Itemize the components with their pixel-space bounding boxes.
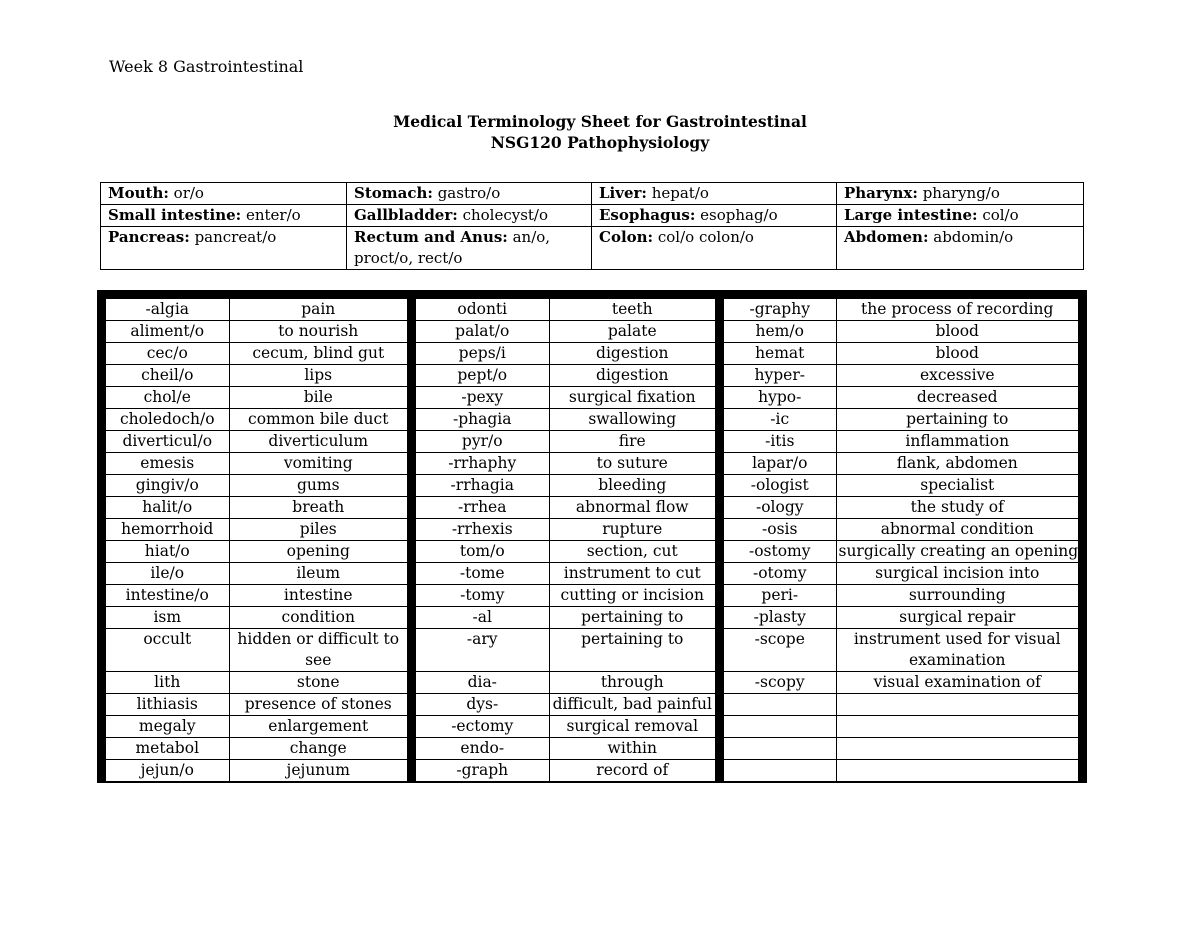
term-meaning: stone: [229, 672, 407, 694]
term-meaning: pertaining to: [549, 607, 715, 629]
organ-cell: [837, 205, 1084, 227]
term-meaning: cutting or incision: [549, 585, 715, 607]
term-row: [416, 716, 715, 738]
term-root: -rrhexis: [416, 519, 549, 541]
organ-row: [101, 205, 1084, 227]
term-meaning: [836, 694, 1078, 716]
term-row: [106, 738, 407, 760]
organ-root: abdomin/o: [928, 228, 1014, 246]
term-root: -rrhea: [416, 497, 549, 519]
term-row: [724, 607, 1078, 629]
term-meaning: enlargement: [229, 716, 407, 738]
organ-label: Liver:: [599, 184, 647, 202]
organ-root: pancreat/o: [189, 228, 277, 246]
term-meaning: breath: [229, 497, 407, 519]
term-row: [106, 672, 407, 694]
term-row: [416, 409, 715, 431]
term-row: [416, 475, 715, 497]
term-row: [106, 629, 407, 672]
term-row: [106, 585, 407, 607]
term-row: [724, 365, 1078, 387]
organ-root: or/o: [168, 184, 204, 202]
term-meaning: ileum: [229, 563, 407, 585]
term-root: tom/o: [416, 541, 549, 563]
organ-root: pharyng/o: [917, 184, 1000, 202]
term-row: [416, 760, 715, 782]
term-meaning: specialist: [836, 475, 1078, 497]
organ-cell: [837, 227, 1084, 270]
term-meaning: blood: [836, 343, 1078, 365]
term-row: [106, 497, 407, 519]
term-row: [416, 321, 715, 343]
organ-label: Mouth:: [108, 184, 169, 202]
term-meaning: [836, 738, 1078, 760]
term-meaning: abnormal condition: [836, 519, 1078, 541]
organ-root: cholecyst/o: [457, 206, 549, 224]
term-meaning: surgical removal: [549, 716, 715, 738]
term-row: [416, 387, 715, 409]
term-row: [416, 453, 715, 475]
organ-cell: [101, 227, 347, 270]
term-meaning: [836, 760, 1078, 782]
term-row: [106, 716, 407, 738]
term-root: diverticul/o: [106, 431, 229, 453]
term-row: [724, 563, 1078, 585]
term-row: [416, 365, 715, 387]
term-root: -tomy: [416, 585, 549, 607]
term-root: [724, 694, 836, 716]
term-meaning: diverticulum: [229, 431, 407, 453]
term-root: ile/o: [106, 563, 229, 585]
organ-label: Stomach:: [354, 184, 433, 202]
term-meaning: through: [549, 672, 715, 694]
term-row: [106, 431, 407, 453]
term-row: [724, 716, 1078, 738]
organ-root: an/o, proct/o, rect/o: [354, 228, 551, 267]
term-root: dia-: [416, 672, 549, 694]
term-row: [724, 431, 1078, 453]
term-meaning: swallowing: [549, 409, 715, 431]
term-root: lapar/o: [724, 453, 836, 475]
term-root: -tome: [416, 563, 549, 585]
term-row: [106, 321, 407, 343]
term-root: pept/o: [416, 365, 549, 387]
term-root: -ologist: [724, 475, 836, 497]
term-row: [724, 409, 1078, 431]
organ-root: gastro/o: [432, 184, 501, 202]
term-root: gingiv/o: [106, 475, 229, 497]
term-root: cec/o: [106, 343, 229, 365]
term-meaning: digestion: [549, 365, 715, 387]
term-row: [416, 585, 715, 607]
organ-cell: [592, 183, 837, 205]
term-meaning: [836, 716, 1078, 738]
organ-root: col/o colon/o: [653, 228, 754, 246]
term-root: -rrhagia: [416, 475, 549, 497]
term-row: [724, 321, 1078, 343]
organ-row: [101, 227, 1084, 270]
term-meaning: surgical repair: [836, 607, 1078, 629]
term-root: [724, 760, 836, 782]
term-meaning: surgical fixation: [549, 387, 715, 409]
term-root: occult: [106, 629, 229, 672]
term-row: [416, 431, 715, 453]
term-meaning: the process of recording: [836, 299, 1078, 321]
organ-label: Pancreas:: [108, 228, 190, 246]
terms-block: [97, 290, 1087, 783]
term-meaning: record of: [596, 761, 669, 779]
term-meaning: intestine: [229, 585, 407, 607]
term-root: cheil/o: [106, 365, 229, 387]
term-meaning: condition: [229, 607, 407, 629]
term-root: -itis: [724, 431, 836, 453]
term-row: [106, 694, 407, 716]
term-root: aliment/o: [106, 321, 229, 343]
term-root: jejun/o: [106, 760, 229, 782]
term-row: [724, 299, 1078, 321]
term-row: [724, 585, 1078, 607]
organ-cell: [592, 205, 837, 227]
term-meaning: teeth: [549, 299, 715, 321]
term-row: [416, 694, 715, 716]
term-row: [106, 475, 407, 497]
term-meaning: common bile duct: [229, 409, 407, 431]
term-row: [106, 541, 407, 563]
organ-cell: [347, 183, 592, 205]
term-root: -al: [416, 607, 549, 629]
organ-cell: [101, 205, 347, 227]
term-root: odonti: [416, 299, 549, 321]
term-meaning: piles: [229, 519, 407, 541]
term-root: pyr/o: [416, 431, 549, 453]
term-meaning: fire: [549, 431, 715, 453]
term-root: metabol: [106, 738, 229, 760]
term-meaning: pertaining to: [549, 629, 715, 672]
term-meaning: instrument to cut: [549, 563, 715, 585]
term-root: -ary: [416, 629, 549, 672]
term-row: [416, 563, 715, 585]
term-root: [724, 716, 836, 738]
term-meaning: decreased: [836, 387, 1078, 409]
term-root: -rrhaphy: [416, 453, 549, 475]
organ-root: hepat/o: [646, 184, 709, 202]
terms-column-2: [416, 299, 715, 781]
term-meaning: to suture: [549, 453, 715, 475]
term-meaning: pertaining to: [836, 409, 1078, 431]
term-root: dys-: [416, 694, 549, 716]
term-root: hiat/o: [106, 541, 229, 563]
term-row: [416, 541, 715, 563]
term-root: emesis: [106, 453, 229, 475]
term-root: -otomy: [724, 563, 836, 585]
term-meaning: to nourish: [229, 321, 407, 343]
term-root: peri-: [724, 585, 836, 607]
term-meaning: change: [229, 738, 407, 760]
term-meaning: within: [549, 738, 715, 760]
term-row: [416, 343, 715, 365]
term-root: choledoch/o: [106, 409, 229, 431]
term-root: hemat: [724, 343, 836, 365]
term-row: [106, 299, 407, 321]
term-root: ism: [106, 607, 229, 629]
terms-column-3: [724, 299, 1078, 781]
organ-label: Gallbladder:: [354, 206, 458, 224]
term-row: [724, 343, 1078, 365]
term-row: [724, 672, 1078, 694]
term-row: [724, 387, 1078, 409]
term-row: [724, 760, 1078, 782]
term-root: -pexy: [416, 387, 549, 409]
term-meaning: surgically creating an opening: [836, 541, 1078, 563]
term-root: palat/o: [416, 321, 549, 343]
term-root: lithiasis: [106, 694, 229, 716]
organ-label: Abdomen:: [844, 228, 929, 246]
term-row: [724, 694, 1078, 716]
term-meaning: vomiting: [229, 453, 407, 475]
term-meaning: surgical incision into: [836, 563, 1078, 585]
term-row: [724, 475, 1078, 497]
organ-label: Esophagus:: [599, 206, 696, 224]
term-row: [106, 563, 407, 585]
term-meaning: cecum, blind gut: [229, 343, 407, 365]
term-meaning: section, cut: [549, 541, 715, 563]
term-meaning: rupture: [549, 519, 715, 541]
organ-label: Colon:: [599, 228, 654, 246]
term-root: -ology: [724, 497, 836, 519]
organ-root: esophag/o: [695, 206, 778, 224]
term-meaning: abnormal flow: [549, 497, 715, 519]
term-row: [416, 299, 715, 321]
term-meaning: gums: [229, 475, 407, 497]
term-row: [106, 607, 407, 629]
term-root: hypo-: [724, 387, 836, 409]
term-meaning: visual examination of: [836, 672, 1078, 694]
organ-cell: [592, 227, 837, 270]
term-row: [106, 365, 407, 387]
term-meaning: blood: [836, 321, 1078, 343]
term-root: halit/o: [106, 497, 229, 519]
term-root: chol/e: [106, 387, 229, 409]
term-root: -graphy: [724, 299, 836, 321]
term-row: [106, 453, 407, 475]
term-root: -algia: [106, 299, 229, 321]
term-root: -osis: [724, 519, 836, 541]
organ-cell: [837, 183, 1084, 205]
term-row: [106, 409, 407, 431]
course-week-header: Week 8 Gastrointestinal: [109, 57, 304, 76]
title-line-2: NSG120 Pathophysiology: [490, 133, 710, 152]
term-row: [416, 497, 715, 519]
term-root: -plasty: [724, 607, 836, 629]
term-root: -scope: [724, 629, 836, 672]
organ-label: Rectum and Anus:: [354, 228, 508, 246]
term-row: [416, 672, 715, 694]
term-root: intestine/o: [106, 585, 229, 607]
term-meaning: instrument used for visual examination: [836, 629, 1078, 672]
organ-cell: [347, 205, 592, 227]
term-meaning: bleeding: [549, 475, 715, 497]
term-meaning: pain: [229, 299, 407, 321]
term-row: [106, 343, 407, 365]
term-row: [724, 453, 1078, 475]
term-root: [724, 738, 836, 760]
term-meaning: inflammation: [836, 431, 1078, 453]
term-row: [724, 519, 1078, 541]
term-root: peps/i: [416, 343, 549, 365]
document-title: [0, 111, 1200, 153]
term-meaning: opening: [229, 541, 407, 563]
term-meaning: difficult, bad painful: [549, 694, 715, 716]
term-root: -phagia: [416, 409, 549, 431]
term-row: [416, 629, 715, 672]
term-root: hemorrhoid: [106, 519, 229, 541]
term-root: -ectomy: [416, 716, 549, 738]
term-root: lith: [106, 672, 229, 694]
term-meaning: digestion: [549, 343, 715, 365]
organ-root: enter/o: [241, 206, 301, 224]
term-row: [416, 607, 715, 629]
organ-label: Large intestine:: [844, 206, 978, 224]
organ-row: [101, 183, 1084, 205]
term-root: -ic: [724, 409, 836, 431]
term-meaning: bile: [229, 387, 407, 409]
term-meaning: excessive: [836, 365, 1078, 387]
term-row: [416, 738, 715, 760]
term-meaning: palate: [549, 321, 715, 343]
term-row: [106, 519, 407, 541]
organ-cell: [347, 227, 592, 270]
term-row: [724, 497, 1078, 519]
term-row: [106, 760, 407, 782]
term-meaning: lips: [229, 365, 407, 387]
term-meaning: surrounding: [836, 585, 1078, 607]
term-root: -graph: [416, 760, 549, 782]
term-meaning: hidden or difficult to see: [229, 629, 407, 672]
term-root: endo-: [416, 738, 549, 760]
organ-cell: [101, 183, 347, 205]
organ-roots-table: [100, 182, 1084, 270]
term-row: [724, 738, 1078, 760]
term-row: [106, 387, 407, 409]
organ-label: Small intestine:: [108, 206, 242, 224]
term-meaning: presence of stones: [229, 694, 407, 716]
term-row: [416, 519, 715, 541]
term-row: [724, 629, 1078, 672]
term-root: -scopy: [724, 672, 836, 694]
term-meaning: jejunum: [286, 761, 350, 779]
terms-column-1: [106, 299, 407, 781]
term-meaning: the study of: [836, 497, 1078, 519]
term-root: -ostomy: [724, 541, 836, 563]
term-row: [724, 541, 1078, 563]
term-root: hem/o: [724, 321, 836, 343]
term-root: hyper-: [724, 365, 836, 387]
term-meaning: flank, abdomen: [836, 453, 1078, 475]
organ-label: Pharynx:: [844, 184, 918, 202]
title-line-1: Medical Terminology Sheet for Gastrointestinal: [393, 112, 807, 131]
term-root: megaly: [106, 716, 229, 738]
organ-root: col/o: [977, 206, 1019, 224]
